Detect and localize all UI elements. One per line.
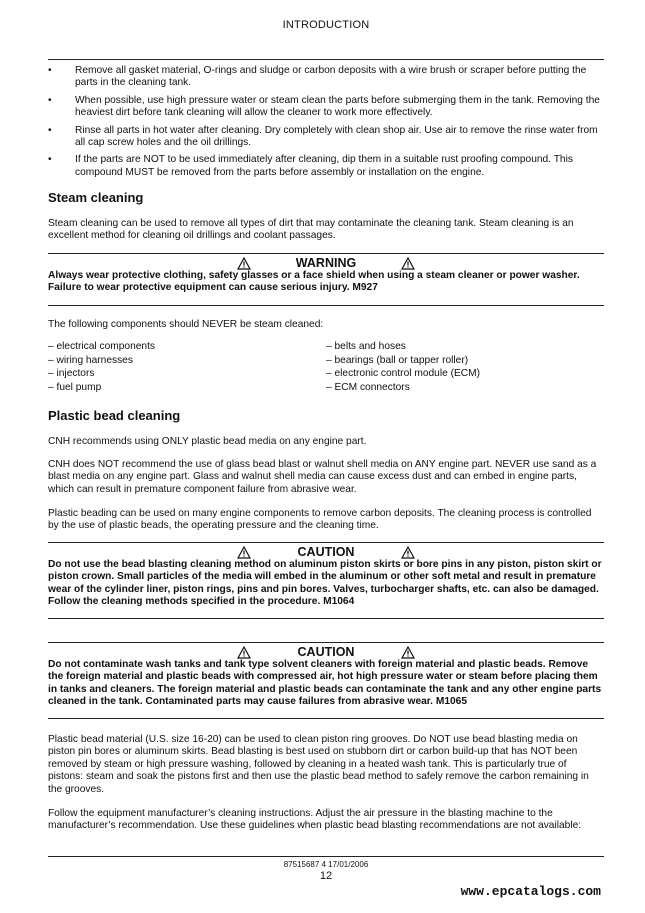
caution2-top-rule <box>48 642 604 643</box>
bullet-dot: • <box>48 94 52 106</box>
list-item: – electrical components <box>48 341 156 352</box>
document-code: 87515687 4 17/01/2006 <box>283 860 369 869</box>
list-item: – fuel pump <box>48 381 102 393</box>
list-item: • Rinse all parts in hot water after cleaning. Dry completely with clean shop air. Use air to remove the rinse water from all cap screw holes and the oil drillings. <box>48 124 598 149</box>
header-rule <box>48 59 604 60</box>
list-item: – ECM connectors <box>326 381 410 393</box>
caution-text: Do not contaminate wash tanks and tank type solvent cleaners with foreign material and plastic beads. Remove the foreign material and plastic beads with compressed air, hot high pressure water or steam before placing them in tanks and cleaners. The foreign material and plastic beads can contaminate the tank and any other engine parts cleaned in the tank. Contaminated parts may cause failures from abrasive wear. M1065 <box>48 659 602 708</box>
never-steam-intro: The following components should NEVER be steam cleaned: <box>48 319 324 330</box>
page-footer <box>48 860 604 883</box>
cleaning-bullet-list <box>48 65 604 184</box>
bullet-dot: • <box>48 124 52 136</box>
warning-box <box>48 256 604 295</box>
caution-text: Do not use the bead blasting cleaning method on aluminum piston skirts or bore pins in any piston, piston skirt or piston crown. Small particles of the media will embed in the aluminum or other soft metal and result in premature wear of the cylinder liner, piston rings, pins and pin bores. Valves, turbocharger shafts, etc. can also be damaged. Follow the cleaning methods specified in the procedure. M1064 <box>48 559 602 608</box>
section-heading-plastic: Plastic bead cleaning <box>48 408 181 423</box>
list-item: • If the parts are NOT to be used immediately after cleaning, dip them in a suitable rust proofing compound. This compound MUST be removed from the parts before assembly or installation on the engine. <box>48 154 573 178</box>
warning-title: WARNING <box>295 256 357 270</box>
warning-bottom-rule <box>48 305 604 306</box>
steam-intro: Steam cleaning can be used to remove all types of dirt that may contaminate the cleaning tank. Steam cleaning is an excellent method for cleaning oil drillings and coolant passages. <box>48 218 574 242</box>
warning-triangle-icon <box>237 257 251 270</box>
warning-triangle-icon <box>401 546 415 559</box>
bullet-dot: • <box>48 154 52 166</box>
plastic-p2: CNH does NOT recommend the use of glass bead blast or walnut shell media on ANY engine part. NEVER use sand as a blast media on any engine part. Glass and walnut shell media can cause excess dust and can embed in engine parts, which can result in premature component failure from abrasive wear. <box>48 459 597 495</box>
plastic-p1: CNH recommends using ONLY plastic bead media on any engine part. <box>48 436 367 447</box>
bullet-dot: • <box>48 65 52 76</box>
warning-triangle-icon <box>401 257 415 270</box>
list-item: – bearings (ball or tapper roller) <box>326 354 469 366</box>
caution-title: CAUTION <box>297 645 355 659</box>
watermark-url: www.epcatalogs.com <box>460 884 601 899</box>
list-item: – wiring harnesses <box>48 354 133 366</box>
page-number: 12 <box>319 870 333 882</box>
page-header: INTRODUCTION <box>282 19 370 31</box>
list-item: – injectors <box>48 368 95 380</box>
never-steam-right-column <box>326 341 604 395</box>
list-item: • When possible, use high pressure water or steam clean the parts before submerging them in the tank. Removing the heaviest dirt before tank cleaning will allow the cleaner to work more effectively. <box>48 94 600 119</box>
caution1-top-rule <box>48 542 604 543</box>
section-heading-steam: Steam cleaning <box>48 190 144 205</box>
caution-title: CAUTION <box>297 545 355 559</box>
caution-box-2 <box>48 645 604 709</box>
footer-rule <box>48 856 604 857</box>
list-item: – electronic control module (ECM) <box>326 368 481 380</box>
plastic-p3: Plastic beading can be used on many engine components to remove carbon deposits. The cleaning process is controlled by the use of plastic beads, the operating pressure and the cleaning time. <box>48 508 592 532</box>
caution1-bottom-rule <box>48 618 604 619</box>
warning-triangle-icon <box>237 646 251 659</box>
warning-top-rule <box>48 253 604 254</box>
caution-box-1 <box>48 545 604 609</box>
plastic-p5: Follow the equipment manufacturer’s cleaning instructions. Adjust the air pressure in the blasting machine to the manufacturer’s recommendation. Use these guidelines when plastic bead blasting recommendations are not available: <box>48 808 582 832</box>
plastic-p4: Plastic bead material (U.S. size 16-20) can be used to clean piston ring grooves. Do NOT use bead blasting media on piston pin bores or aluminum skirts. Bead blasting is best used on stubborn dirt or carbon build-up that has NOT been removed by steam or high pressure washing, followed by cleaning in a heated wash tank. This is particularly true of pistons: steam and soak the pistons first and then use the plastic bead method to safely remove the carbon remaining in the grooves. <box>48 734 589 795</box>
warning-triangle-icon <box>237 546 251 559</box>
list-item: • Remove all gasket material, O-rings and sludge or carbon deposits with a wire brush or scraper before putting the parts in the cleaning tank. <box>48 65 587 89</box>
caution2-bottom-rule <box>48 718 604 719</box>
list-item: – belts and hoses <box>326 341 406 352</box>
never-steam-list <box>48 341 604 395</box>
warning-text: Always wear protective clothing, safety glasses or a face shield when using a steam cleaner or power washer. Failure to wear protective equipment can cause serious injury. M927 <box>48 270 580 294</box>
warning-triangle-icon <box>401 646 415 659</box>
never-steam-left-column <box>48 341 326 395</box>
